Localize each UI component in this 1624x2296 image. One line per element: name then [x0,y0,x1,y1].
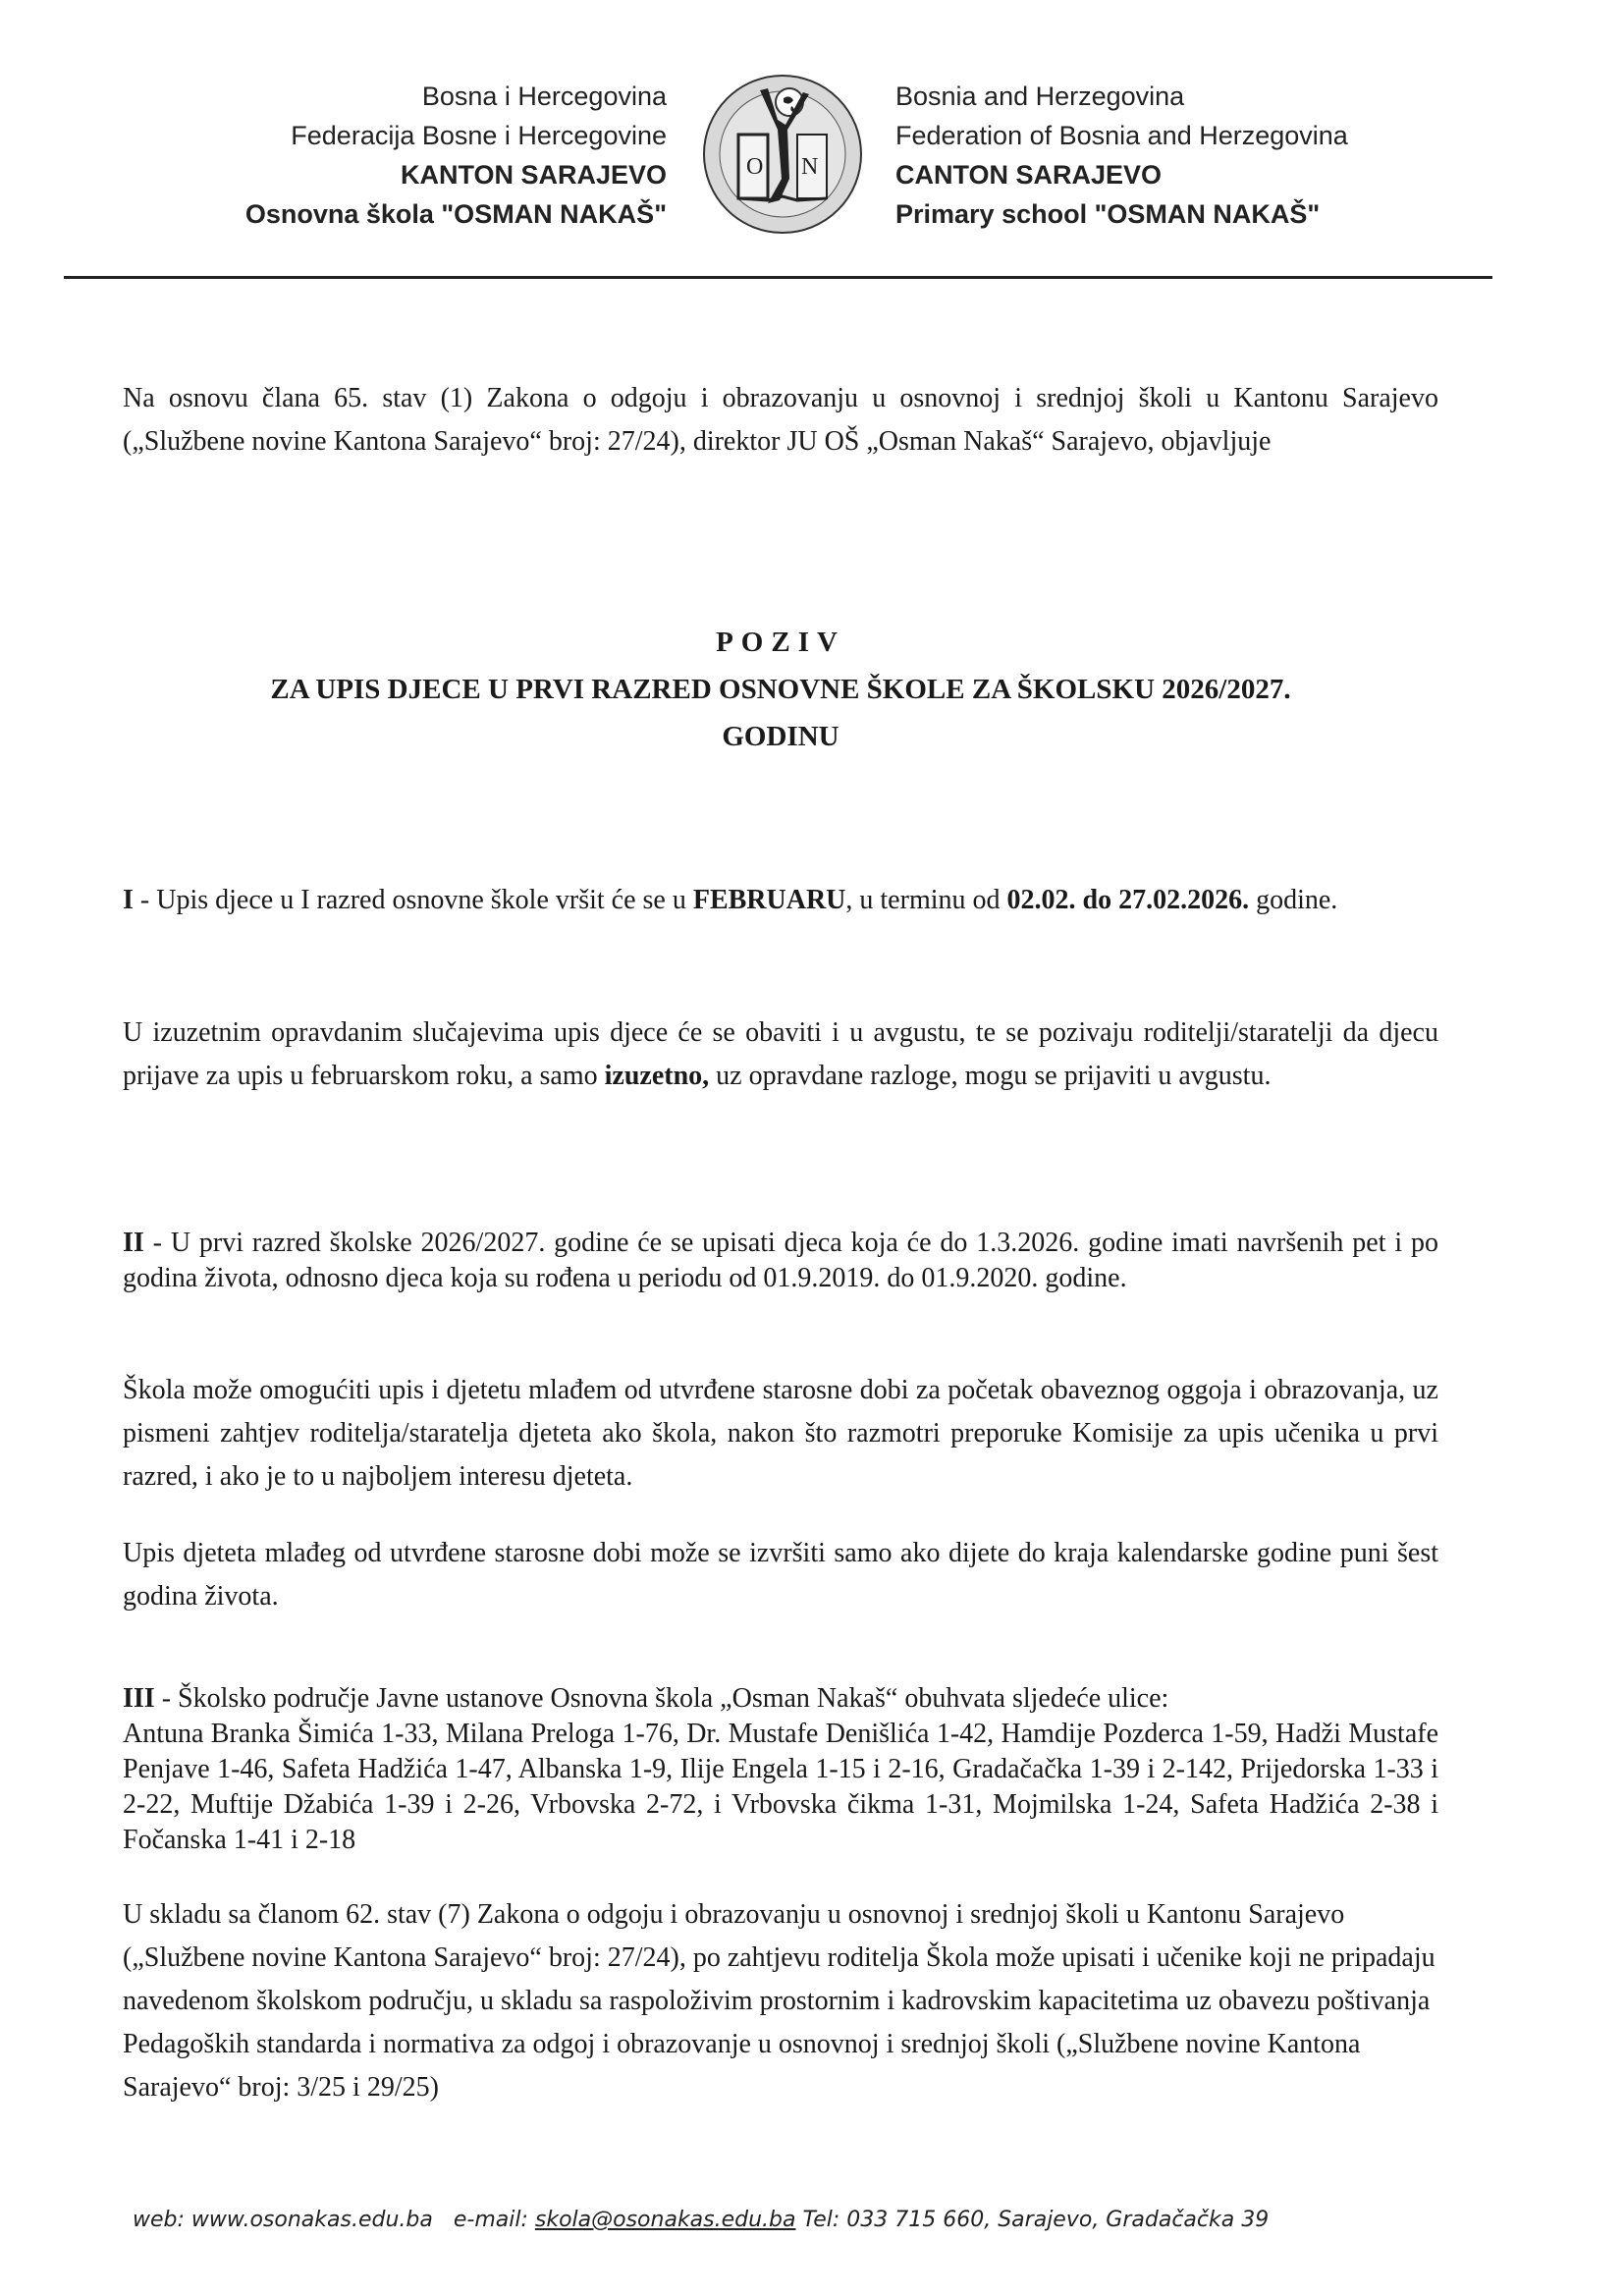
phone-address: Tel: 033 715 660, Sarajevo, Gradačačka 39 [802,2208,1270,2232]
section-3-numeral: III [123,1683,155,1714]
section-2-numeral: II [123,1228,144,1258]
header-country-en: Bosnia and Herzegovina [895,82,1185,111]
date-range-highlight: 02.02. do 27.02.2026. [1006,885,1250,915]
header-divider [64,276,1492,279]
header-country: Bosna i Hercegovina [421,82,667,111]
header-federation: Federacija Bosne i Hercegovine [291,121,667,150]
section-1-paragraph-1: I - Upis djece u I razred osnovne škole vršit će se u FEBRUARU, u terminu od 02.02. do 27.02.2026. godine. [123,885,1338,915]
svg-text:N: N [801,154,819,180]
header-school: Osnovna škola "OSMAN NAKAŠ" [244,199,667,229]
section-3-paragraph-2: U skladu sa članom 62. stav (7) Zakona o odgoju i obrazovanju u osnovnoj i srednjoj školi u Kantonu Sarajevo („Službene novine Kantona Sarajevo“ broj: 27/24), po zahtjevu roditelja Škola može upisati i učenike koji ne pripadaju navedenom školskom području, u skladu sa raspoloživim prostornim i kadrovskim kapacitetima uz obavezu poštivanja Pedagoških standarda i normativa za odgoj i obrazovanje u osnovnoj i srednjoj školi („Službene novine Kantona Sarajevo“ broj: 3/25 i 29/25) [123,1899,1435,2103]
document-title [123,619,1438,760]
section-3-paragraph-1: III - Školsko područje Javne ustanove Osnovna škola „Osman Nakaš“ obuhvata sljedeće ulice: Antuna Branka Šimića 1-33, Milana Preloga 1-76, Dr. Mustafe Denišlića 1-42, Hamdije Pozderca 1-59, Hadži Mustafe Penjave 1-46, Safeta Hadžića 1-47, Albanska 1-9, Ilije Engela 1-15 i 2-16, Gradačačka 1-39 i 2-142, Prijedorska 1-33 i 2-22, Muftije Džabića 1-39 i 2-26, Vrbovska 2-72, i Vrbovska čikma 1-31, Mojmilska 1-24, Safeta Hadžića 2-38 i Fočanska 1-41 i 2-18 [123,1683,1438,1855]
header-canton-en: CANTON SARAJEVO [895,160,1163,190]
school-emblem-icon [699,71,866,238]
month-highlight: FEBRUARU [692,885,846,915]
svg-text:O: O [746,154,764,180]
section-2-paragraph-1: II - U prvi razred školske 2026/2027. godine će se upisati djeca koja će do 1.3.2026. godine imati navršenih pet i po godina života, odnosno djeca koja su rođena u periodu od 01.9.2019. do 01.9.2020. godine. [123,1228,1438,1293]
title-poziv: POZIV [716,627,845,658]
email-link[interactable]: skola@osonakas.edu.ba [534,2208,796,2232]
header-canton: KANTON SARAJEVO [400,160,667,190]
header-federation-en: Federation of Bosnia and Herzegovina [895,121,1348,150]
title-subject: ZA UPIS DJECE U PRVI RAZRED OSNOVNE ŠKOLE ZA ŠKOLSKU 2026/2027. [270,674,1291,705]
header-left [245,77,667,234]
website-link[interactable]: www.osonakas.edu.ba [190,2208,433,2232]
header-school-en: Primary school "OSMAN NAKAŠ" [895,199,1321,229]
header-right [895,77,1348,234]
section-1-paragraph-2: U izuzetnim opravdanim slučajevima upis djece će se obaviti i u avgustu, te se pozivaju roditelji/staratelji da djecu prijave za upis u februarskom roku, a samo izuzetno, uz opravdane razloge, mogu se prijaviti u avgustu. [123,1017,1438,1091]
streets-list: Antuna Branka Šimića 1-33, Milana Preloga 1-76, Dr. Mustafe Denišlića 1-42, Hamdije Pozderca 1-59, Hadži Mustafe Penjave 1-46, Safeta Hadžića 1-47, Albanska 1-9, Ilije Engela 1-15 i 2-16, Gradačačka 1-39 i 2-142, Prijedorska 1-33 i 2-22, Muftije Džabića 1-39 i 2-26, Vrbovska 2-72, i Vrbovska čikma 1-31, Mojmilska 1-24, Safeta Hadžića 2-38 i Fočanska 1-41 i 2-18 [123,1719,1438,1855]
intro-paragraph: Na osnovu člana 65. stav (1) Zakona o odgoju i obrazovanju u osnovnoj i srednjoj školi u Kantonu Sarajevo („Službene novine Kantona Sarajevo“ broj: 27/24), direktor JU OŠ „Osman Nakaš“ Sarajevo, objavljuje [123,383,1438,457]
footer-contact: web: www.osonakas.edu.ba e-mail: skola@osonakas.edu.ba Tel: 033 715 660, Sarajevo, Gradačačka 39 [133,2208,1270,2232]
section-2-paragraph-3: Upis djeteta mlađeg od utvrđene starosne dobi može se izvršiti samo ako dijete do kraja kalendarske godine puni šest godina života. [123,1538,1438,1612]
section-1-numeral: I [123,885,134,915]
title-godinu: GODINU [722,721,839,752]
section-2-paragraph-2: Škola može omogućiti upis i djetetu mlađem od utvrđene starosne dobi za početak obaveznog oggoja i obrazovanja, uz pismeni zahtjev roditelja/staratelja djeteta ako škola, nakon što razmotri preporuke Komisije za upis učenika u prvi razred, i ako je to u najboljem interesu djeteta. [123,1375,1438,1492]
exception-highlight: izuzetno, [604,1061,710,1091]
